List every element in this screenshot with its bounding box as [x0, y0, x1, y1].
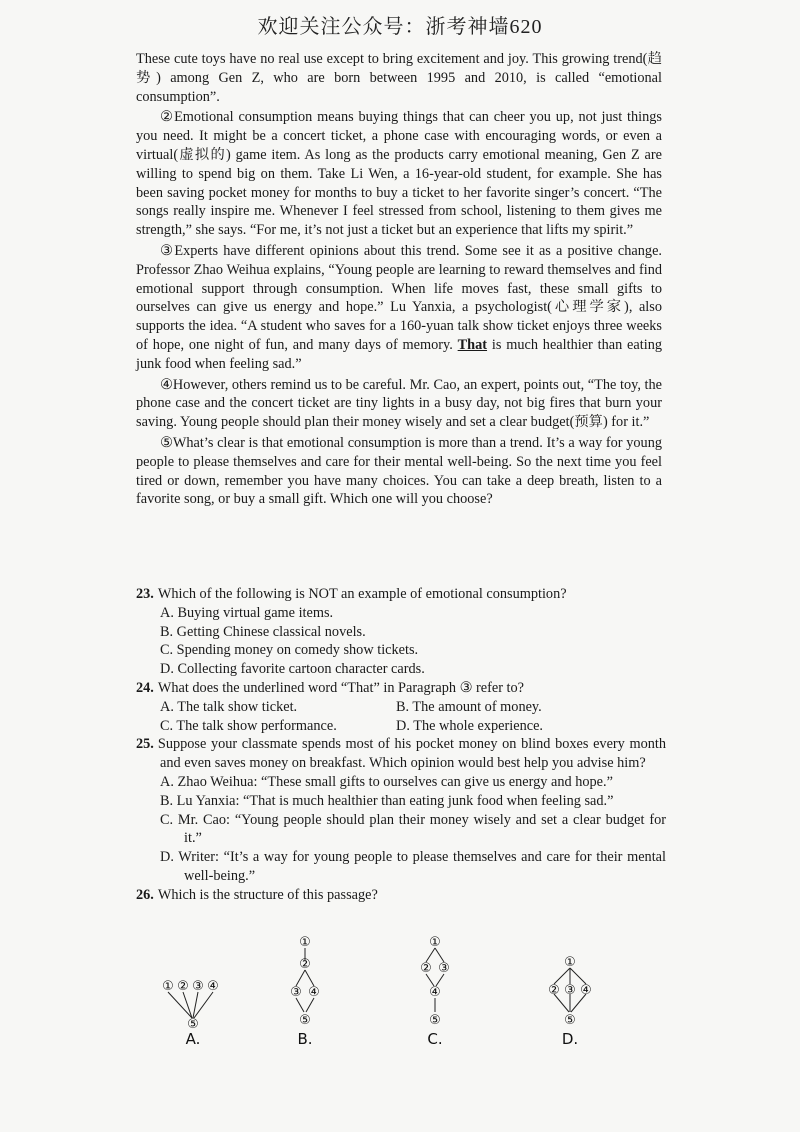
- node-3: ③: [290, 985, 302, 1000]
- question-stem: What does the underlined word “That” in Paragraph ③ refer to?: [157, 679, 524, 696]
- question-number: 26.: [136, 886, 154, 903]
- node-4: ④: [308, 985, 320, 1000]
- option-a[interactable]: A. The talk show ticket.: [160, 698, 298, 715]
- question-stem: Which is the structure of this passage?: [157, 886, 378, 903]
- option-a[interactable]: A. Buying virtual game items.: [160, 604, 334, 621]
- node-5: ⑤: [187, 1017, 199, 1032]
- node-2: ②: [299, 957, 311, 972]
- option-d[interactable]: D. The whole experience.: [396, 717, 544, 734]
- question-stem: Suppose your classmate spends most of his pocket money on blind boxes every month and even saves money on breakfast. Which opinion would best help you advise him?: [157, 736, 666, 772]
- paragraph-1: These cute toys have no real use except to bring excitement and joy. This growing trend(趋势) among Gen Z, who are born between 1995 and 2010, is called “emotional consumption”.: [136, 51, 662, 105]
- node-2: ②: [420, 961, 432, 976]
- node-2: ②: [177, 979, 189, 994]
- option-row: [136, 717, 666, 736]
- paragraph-4: ④However, others remind us to be careful. Mr. Cao, an expert, points out, “The toy, the phone case and the concert ticket are tiny lights in a busy day, not big fires that burn your saving. Young people should plan their money wisely and set a clear budget(预算) for it.”: [136, 376, 662, 431]
- paragraph-3-text-b: is much healthier than eating junk food when feeling sad.”: [136, 336, 662, 372]
- diagram-label-c[interactable]: C.: [427, 1030, 443, 1048]
- diagram-label-a[interactable]: A.: [185, 1030, 201, 1048]
- option-row: [136, 698, 666, 717]
- node-2: ②: [548, 983, 560, 998]
- paragraph-2: ②Emotional consumption means buying things that can cheer you up, not just things you need. It might be a concert ticket, a phone case with encouraging words, or even a virtual(虚拟的) game item. As long as the products carry emotional meaning, Gen Z are willing to spend big on them. Take Li Wen, a 16-year-old student, for example. She has been saving pocket money for months to buy a ticket to her favorite singer’s concert. “The songs really inspire me. Whenever I feel stressed from school, listening to them gives me strength,” she says. “For me, it’s not just a ticket but an experience that lifts my spirit.”: [136, 109, 662, 239]
- question-list: [136, 585, 666, 905]
- option-c[interactable]: C. Mr. Cao: “Young people should plan their money wisely and set a clear budget for it.”: [160, 811, 666, 847]
- option-a[interactable]: A. Zhao Weihua: “These small gifts to ourselves can give us energy and hope.”: [160, 773, 613, 790]
- option-b[interactable]: B. Getting Chinese classical novels.: [160, 623, 366, 640]
- question-number: 23.: [136, 586, 154, 602]
- question-stem: Which of the following is NOT an example of emotional consumption?: [157, 586, 567, 602]
- node-5: ⑤: [564, 1013, 576, 1028]
- option-d[interactable]: D. Collecting favorite cartoon character cards.: [160, 661, 425, 678]
- question-24: [136, 679, 666, 735]
- diagram-label-d[interactable]: D.: [561, 1030, 579, 1048]
- reading-passage: [136, 50, 662, 509]
- node-4: ④: [207, 979, 219, 994]
- paragraph-3: [136, 242, 662, 374]
- diagram-label-b[interactable]: B.: [297, 1030, 313, 1048]
- node-3: ③: [192, 979, 204, 994]
- question-25: [136, 735, 666, 885]
- node-3: ③: [564, 983, 576, 998]
- node-1: ①: [299, 935, 311, 950]
- paragraph-5: ⑤What’s clear is that emotional consumption is more than a trend. It’s a way for young people to please themselves and care for their mental well-being. So the next time you feel tired or down, remember you have many choices. You can take a deep breath, listen to a favorite song, or buy a small gift. Which one will you choose?: [136, 434, 662, 508]
- underlined-word-that: That: [457, 336, 488, 353]
- option-c[interactable]: C. Spending money on comedy show tickets.: [160, 642, 419, 659]
- node-4: ④: [580, 983, 592, 998]
- paragraph-3-text-a: ③Experts have different opinions about this trend. Some see it as a positive change. Professor Zhao Weihua explains, “Young people are learning to reward themselves and find emotional support through consumption. When life moves fast, these small gifts to ourselves can give us energy and hope.” Lu Yanxia, a psychologist(心理学家), also supports the idea. “A student who saves for a 160-yuan talk show ticket enjoys three weeks of hope, one night of fun, and many days of memory.: [136, 242, 662, 353]
- option-d[interactable]: D. Writer: “It’s a way for young people to please themselves and care for their mental well-being.”: [160, 849, 666, 884]
- node-5: ⑤: [429, 1013, 441, 1028]
- node-3: ③: [438, 961, 450, 976]
- option-c[interactable]: C. The talk show performance.: [160, 717, 337, 734]
- question-number: 25.: [136, 736, 154, 753]
- node-1: ①: [429, 935, 441, 950]
- node-1: ①: [162, 979, 174, 994]
- question-26: [136, 886, 666, 905]
- node-5: ⑤: [299, 1013, 311, 1028]
- node-1: ①: [564, 955, 576, 970]
- option-b[interactable]: B. The amount of money.: [396, 698, 542, 715]
- watermark-text: 欢迎关注公众号：浙考神墙620: [257, 16, 543, 38]
- node-4: ④: [429, 985, 441, 1000]
- structure-diagrams: [150, 932, 610, 1052]
- question-23: [136, 585, 666, 679]
- question-number: 24.: [136, 679, 154, 696]
- option-b[interactable]: B. Lu Yanxia: “That is much healthier than eating junk food when feeling sad.”: [160, 792, 614, 809]
